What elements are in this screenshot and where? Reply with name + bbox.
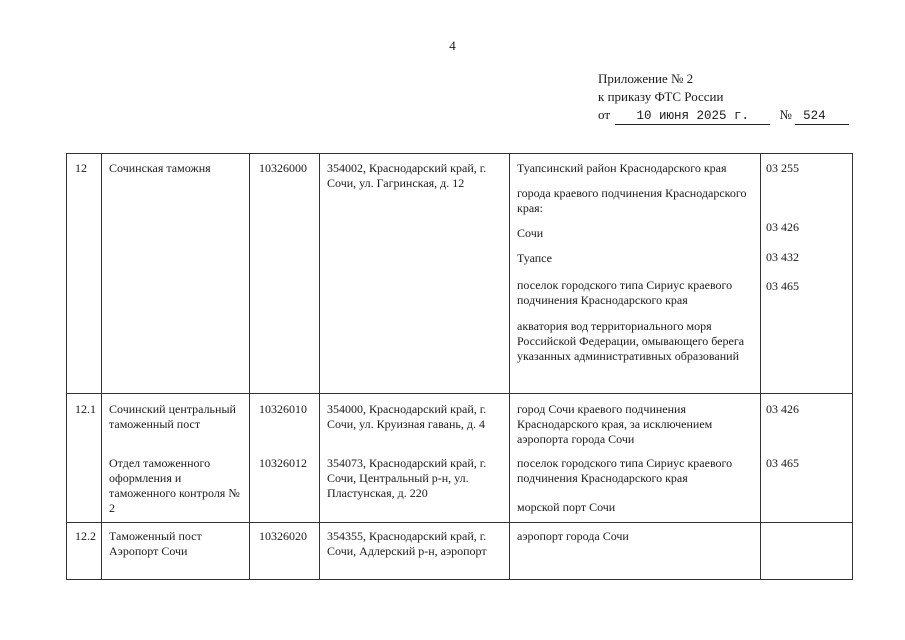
appendix-order-ref: к приказу ФТС России — [598, 89, 724, 104]
customs-name: Сочинская таможня — [109, 161, 211, 175]
okato-code: 03 426 — [766, 402, 799, 416]
appendix-header — [598, 70, 849, 125]
customs-code: 10326010 — [259, 402, 307, 416]
customs-name: Сочинский центральный таможенный пост — [109, 402, 236, 431]
territory: Туапсе — [517, 251, 552, 265]
territory: Сочи — [517, 226, 544, 240]
customs-address: 354073, Краснодарский край, г. Сочи, Центральный р-н, ул. Пластунская, д. 220 — [327, 456, 487, 500]
table-row — [67, 394, 852, 523]
table-row — [67, 154, 852, 394]
row-number: 12.1 — [75, 402, 96, 416]
appendix-date-line — [598, 106, 849, 125]
number-prefix: № — [779, 107, 792, 122]
territory: Туапсинский район Краснодарского края — [517, 161, 727, 175]
customs-address: 354002, Краснодарский край, г. Сочи, ул. Гагринская, д. 12 — [327, 161, 487, 190]
appendix-title: Приложение № 2 — [598, 71, 694, 86]
territory: города краевого подчинения Краснодарского края: — [517, 186, 747, 215]
okato-code: 03 465 — [766, 456, 799, 470]
customs-code: 10326012 — [259, 456, 307, 470]
row-number: 12 — [75, 161, 87, 175]
date-prefix: от — [598, 107, 611, 122]
okato-code: 03 465 — [766, 279, 799, 293]
territory: морской порт Сочи — [517, 500, 616, 514]
customs-address: 354355, Краснодарский край, г. Сочи, Адлерский р-н, аэропорт — [327, 529, 487, 558]
territory: поселок городского типа Сириус краевого подчинения Краснодарского края — [517, 456, 733, 485]
row-number: 12.2 — [75, 529, 96, 543]
territory: акватория вод территориального моря Российской Федерации, омывающего берега указанных административных образований — [517, 319, 745, 363]
customs-code: 10326020 — [259, 529, 307, 543]
okato-code: 03 426 — [766, 220, 799, 234]
okato-code: 03 255 — [766, 161, 799, 175]
territory: город Сочи краевого подчинения Краснодарского края, за исключением аэропорта города Сочи — [517, 402, 713, 446]
table-row — [67, 523, 852, 580]
okato-code: 03 432 — [766, 250, 799, 264]
customs-name: Отдел таможенного оформления и таможенного контроля № 2 — [109, 456, 240, 515]
customs-table — [66, 153, 853, 580]
customs-name: Таможенный пост Аэропорт Сочи — [109, 529, 202, 558]
territory: поселок городского типа Сириус краевого подчинения Краснодарского края — [517, 278, 733, 307]
customs-code: 10326000 — [259, 161, 307, 175]
order-number: 524 — [795, 109, 849, 125]
order-date: 10 июня 2025 г. — [615, 109, 770, 125]
page-number: 4 — [449, 38, 456, 53]
customs-address: 354000, Краснодарский край, г. Сочи, ул. Круизная гавань, д. 4 — [327, 402, 487, 431]
territory: аэропорт города Сочи — [517, 529, 629, 543]
